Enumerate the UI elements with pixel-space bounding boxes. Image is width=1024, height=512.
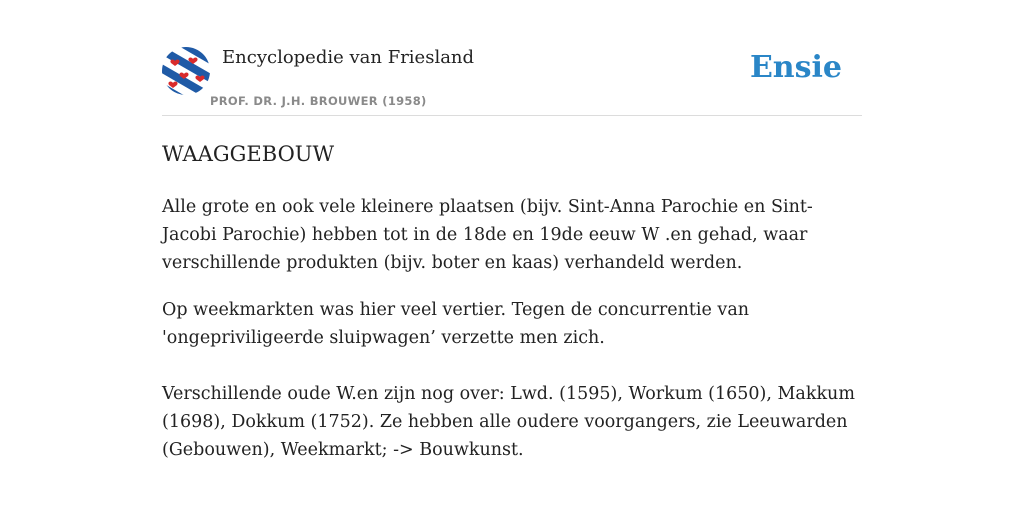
ensie-logo[interactable]: Ensie <box>749 50 842 85</box>
article-paragraph: Alle grote en ook vele kleinere plaatsen (bijv. Sint-Anna Parochie en Sint-Jacobi Parochie) hebben tot in de 18de en 19de eeuw W .en gehad, waar verschillende produkten (bijv. boter en kaas) verhandeld werden. <box>162 197 813 273</box>
article-paragraph: Verschillende oude W.en zijn nog over: Lwd. (1595), Workum (1650), Makkum (1698), Dokkum (1752). Ze hebben alle oudere voorgangers, zie Leeuwarden (Gebouwen), Weekmarkt; -> Bouwkunst. <box>162 384 855 460</box>
encyclopedia-title[interactable]: Encyclopedie van Friesland <box>222 47 475 68</box>
frisian-flag-icon[interactable] <box>162 47 210 95</box>
page-header <box>162 44 862 116</box>
article-paragraph: Op weekmarkten was hier veel vertier. Tegen de concurrentie van 'ongepriviligeerde sluipwagen’ verzette men zich. <box>162 300 750 348</box>
encyclopedia-author: PROF. DR. J.H. BROUWER (1958) <box>210 94 427 108</box>
article-title: WAAGGEBOUW <box>162 142 335 166</box>
